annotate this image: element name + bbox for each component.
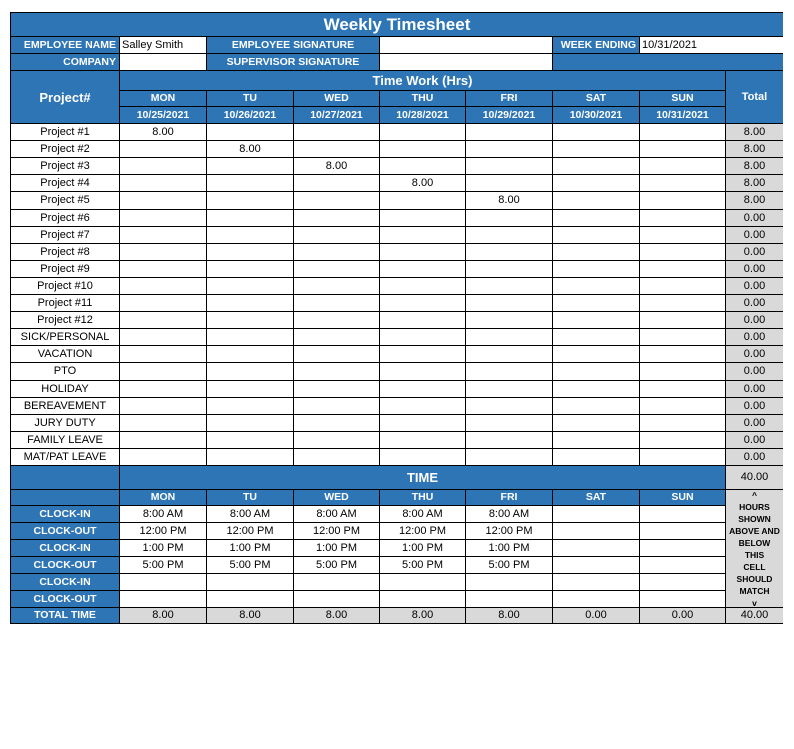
row-total: 0.00: [726, 312, 783, 328]
hours-cell[interactable]: [207, 415, 293, 431]
hours-cell[interactable]: [553, 398, 639, 414]
row-total: 0.00: [726, 398, 783, 414]
hours-cell[interactable]: [640, 363, 725, 380]
hours-cell[interactable]: [466, 329, 552, 345]
clock-time-cell[interactable]: [380, 591, 465, 607]
hours-cell[interactable]: [380, 381, 465, 397]
row-total: 0.00: [726, 210, 783, 226]
hours-cell[interactable]: [553, 158, 639, 174]
row-label: Project #10: [11, 278, 119, 294]
hours-cell[interactable]: [207, 312, 293, 328]
match-note-line: MATCH: [739, 585, 770, 596]
date-header-0: 10/25/2021: [120, 107, 206, 123]
hours-cell[interactable]: [553, 363, 639, 380]
hours-cell[interactable]: [120, 141, 206, 157]
row-label: Project #8: [11, 244, 119, 260]
employee-name-label: EMPLOYEE NAME: [11, 37, 119, 53]
clock-row-label: CLOCK-OUT: [11, 557, 119, 573]
clock-time-cell[interactable]: 12:00 PM: [294, 523, 379, 539]
hours-cell[interactable]: [294, 141, 379, 157]
hours-cell[interactable]: [553, 278, 639, 294]
hours-cell[interactable]: [553, 210, 639, 226]
hours-cell[interactable]: [120, 158, 206, 174]
hours-cell[interactable]: [640, 346, 725, 362]
clock-row-label: CLOCK-IN: [11, 540, 119, 556]
day-header-2: WED: [294, 91, 379, 106]
row-total: 0.00: [726, 415, 783, 431]
hours-cell[interactable]: [294, 261, 379, 277]
hours-cell[interactable]: [294, 398, 379, 414]
hours-cell[interactable]: [640, 158, 725, 174]
hours-cell[interactable]: [640, 210, 725, 226]
clock-row-label: CLOCK-IN: [11, 574, 119, 590]
time-section-header: TIME: [120, 466, 725, 489]
row-total: 0.00: [726, 227, 783, 243]
hours-cell[interactable]: [294, 278, 379, 294]
date-header-2: 10/27/2021: [294, 107, 379, 123]
timesheet: [10, 12, 783, 624]
clock-time-cell[interactable]: [294, 591, 379, 607]
date-header-4: 10/29/2021: [466, 107, 552, 123]
hours-cell[interactable]: [466, 381, 552, 397]
week-ending-field[interactable]: 10/31/2021: [640, 37, 783, 53]
row-label: Project #6: [11, 210, 119, 226]
total-time-grand-total: 40.00: [726, 608, 783, 623]
day-header-1: TU: [207, 91, 293, 106]
hours-cell[interactable]: [553, 415, 639, 431]
supervisor-signature-field[interactable]: [380, 54, 552, 70]
hours-cell[interactable]: [120, 381, 206, 397]
hours-cell[interactable]: [207, 381, 293, 397]
hours-cell[interactable]: [553, 432, 639, 448]
clock-time-cell[interactable]: [640, 523, 725, 539]
clock-time-cell[interactable]: 8:00 AM: [380, 506, 465, 522]
hours-cell[interactable]: [466, 244, 552, 260]
date-header-6: 10/31/2021: [640, 107, 725, 123]
clock-time-cell[interactable]: [553, 557, 639, 573]
day-header-6: SUN: [640, 91, 725, 106]
project-column-header: Project#: [11, 71, 119, 123]
hours-cell[interactable]: [207, 261, 293, 277]
row-label: PTO: [11, 363, 119, 380]
hours-cell[interactable]: [120, 227, 206, 243]
clock-time-cell[interactable]: 5:00 PM: [207, 557, 293, 573]
hours-cell[interactable]: [380, 244, 465, 260]
clock-time-cell[interactable]: 1:00 PM: [466, 540, 552, 556]
hours-cell[interactable]: [120, 346, 206, 362]
clock-time-cell[interactable]: 8:00 AM: [207, 506, 293, 522]
row-total: 8.00: [726, 141, 783, 157]
clock-row-label: CLOCK-IN: [11, 506, 119, 522]
hours-cell[interactable]: [553, 261, 639, 277]
hours-cell[interactable]: [380, 449, 465, 465]
hours-cell[interactable]: [120, 210, 206, 226]
clock-time-cell[interactable]: 5:00 PM: [380, 557, 465, 573]
date-header-5: 10/30/2021: [553, 107, 639, 123]
hours-cell[interactable]: [640, 415, 725, 431]
hours-cell[interactable]: [466, 415, 552, 431]
hours-cell[interactable]: [640, 449, 725, 465]
hours-cell[interactable]: [120, 329, 206, 345]
hours-cell[interactable]: [553, 244, 639, 260]
clock-time-cell[interactable]: [640, 574, 725, 590]
clock-time-cell[interactable]: [640, 557, 725, 573]
hours-cell[interactable]: [120, 432, 206, 448]
hours-cell[interactable]: [207, 363, 293, 380]
hours-cell[interactable]: [380, 278, 465, 294]
hours-cell[interactable]: [120, 449, 206, 465]
company-field[interactable]: [120, 54, 206, 70]
match-note-line: ABOVE AND: [729, 525, 780, 536]
row-label: JURY DUTY: [11, 415, 119, 431]
row-label: Project #3: [11, 158, 119, 174]
clock-time-cell[interactable]: 1:00 PM: [120, 540, 206, 556]
hours-cell[interactable]: [120, 295, 206, 311]
hours-cell[interactable]: [466, 295, 552, 311]
hours-cell[interactable]: [207, 227, 293, 243]
clock-time-cell[interactable]: 1:00 PM: [380, 540, 465, 556]
hours-cell[interactable]: [553, 227, 639, 243]
clock-time-cell[interactable]: 12:00 PM: [120, 523, 206, 539]
hours-cell[interactable]: [294, 244, 379, 260]
time-day-header-6: SUN: [640, 490, 725, 505]
hours-cell[interactable]: [207, 346, 293, 362]
supervisor-signature-label: SUPERVISOR SIGNATURE: [207, 54, 379, 70]
total-time-cell: 8.00: [207, 608, 293, 623]
clock-time-cell[interactable]: 8:00 AM: [120, 506, 206, 522]
clock-time-cell[interactable]: 12:00 PM: [380, 523, 465, 539]
row-total: 0.00: [726, 244, 783, 260]
hours-cell[interactable]: [380, 124, 465, 140]
employee-signature-label: EMPLOYEE SIGNATURE: [207, 37, 379, 53]
hours-cell[interactable]: [466, 346, 552, 362]
clock-time-cell[interactable]: 8:00 AM: [294, 506, 379, 522]
hours-cell[interactable]: [207, 278, 293, 294]
row-total: 8.00: [726, 192, 783, 209]
hours-cell[interactable]: [553, 141, 639, 157]
row-label: Project #1: [11, 124, 119, 140]
clock-time-cell[interactable]: [640, 540, 725, 556]
clock-time-cell[interactable]: [553, 506, 639, 522]
hours-cell[interactable]: [553, 329, 639, 345]
total-column-header: Total: [726, 71, 783, 123]
hours-cell[interactable]: [294, 363, 379, 380]
total-time-cell: 8.00: [466, 608, 552, 623]
hours-cell[interactable]: [380, 312, 465, 328]
hours-cell[interactable]: [640, 381, 725, 397]
total-time-label: TOTAL TIME: [11, 608, 119, 623]
hours-cell[interactable]: [553, 175, 639, 191]
hours-cell[interactable]: 8.00: [380, 175, 465, 191]
hours-cell[interactable]: [380, 158, 465, 174]
row-label: Project #5: [11, 192, 119, 209]
hours-cell[interactable]: [380, 227, 465, 243]
match-note-line: ^: [752, 490, 757, 500]
hours-cell[interactable]: [640, 261, 725, 277]
week-ending-label: WEEK ENDING: [553, 37, 639, 53]
hours-cell[interactable]: [553, 295, 639, 311]
row-label: FAMILY LEAVE: [11, 432, 119, 448]
row-total: 0.00: [726, 295, 783, 311]
hours-cell[interactable]: [640, 244, 725, 260]
hours-cell[interactable]: [294, 415, 379, 431]
hours-cell[interactable]: [640, 312, 725, 328]
hours-cell[interactable]: [466, 227, 552, 243]
hours-cell[interactable]: [380, 346, 465, 362]
hours-cell[interactable]: [640, 295, 725, 311]
match-note: [726, 490, 783, 607]
hours-cell[interactable]: [294, 295, 379, 311]
hours-cell[interactable]: [120, 175, 206, 191]
total-time-cell: 0.00: [553, 608, 639, 623]
row-total: 0.00: [726, 432, 783, 448]
header-filler: [553, 54, 783, 70]
hours-cell[interactable]: [380, 415, 465, 431]
date-header-1: 10/26/2021: [207, 107, 293, 123]
hours-cell[interactable]: [466, 398, 552, 414]
time-work-header: Time Work (Hrs): [120, 71, 725, 90]
hours-cell[interactable]: [553, 124, 639, 140]
hours-cell[interactable]: [466, 363, 552, 380]
hours-cell[interactable]: [466, 278, 552, 294]
clock-time-cell[interactable]: [640, 591, 725, 607]
row-total: 8.00: [726, 158, 783, 174]
hours-cell[interactable]: [466, 124, 552, 140]
hours-cell[interactable]: [553, 192, 639, 209]
time-day-header-2: WED: [294, 490, 379, 505]
hours-cell[interactable]: [466, 432, 552, 448]
total-time-cell: 0.00: [640, 608, 725, 623]
hours-cell[interactable]: [120, 363, 206, 380]
hours-cell[interactable]: [207, 124, 293, 140]
hours-cell[interactable]: [380, 210, 465, 226]
company-label: COMPANY: [11, 54, 119, 70]
hours-cell[interactable]: [380, 363, 465, 380]
hours-cell[interactable]: [294, 312, 379, 328]
hours-cell[interactable]: [294, 210, 379, 226]
clock-time-cell[interactable]: [640, 506, 725, 522]
hours-cell[interactable]: [380, 329, 465, 345]
row-label: BEREAVEMENT: [11, 398, 119, 414]
row-total: 0.00: [726, 261, 783, 277]
hours-cell[interactable]: [640, 398, 725, 414]
hours-cell[interactable]: [553, 449, 639, 465]
hours-cell[interactable]: [466, 449, 552, 465]
row-label: SICK/PERSONAL: [11, 329, 119, 345]
day-header-3: THU: [380, 91, 465, 106]
hours-cell[interactable]: 8.00: [294, 158, 379, 174]
clock-time-cell[interactable]: [294, 574, 379, 590]
clock-time-cell[interactable]: [207, 591, 293, 607]
hours-cell[interactable]: [466, 158, 552, 174]
hours-cell[interactable]: 8.00: [120, 124, 206, 140]
hours-cell[interactable]: [640, 227, 725, 243]
hours-cell[interactable]: [207, 158, 293, 174]
hours-cell[interactable]: [380, 192, 465, 209]
time-day-header-0: MON: [120, 490, 206, 505]
row-total: 0.00: [726, 381, 783, 397]
clock-time-cell[interactable]: [120, 591, 206, 607]
day-header-5: SAT: [553, 91, 639, 106]
hours-cell[interactable]: [294, 192, 379, 209]
hours-cell[interactable]: [466, 261, 552, 277]
row-label: Project #11: [11, 295, 119, 311]
hours-cell[interactable]: [120, 261, 206, 277]
hours-cell[interactable]: [120, 278, 206, 294]
clock-time-cell[interactable]: 5:00 PM: [466, 557, 552, 573]
employee-signature-field[interactable]: [380, 37, 552, 53]
row-label: Project #9: [11, 261, 119, 277]
hours-cell[interactable]: [120, 415, 206, 431]
hours-cell[interactable]: [640, 141, 725, 157]
day-header-0: MON: [120, 91, 206, 106]
hours-cell[interactable]: 8.00: [466, 192, 552, 209]
clock-time-cell[interactable]: [120, 574, 206, 590]
clock-row-label: CLOCK-OUT: [11, 591, 119, 607]
hours-cell[interactable]: [640, 124, 725, 140]
match-note-line: v: [752, 597, 757, 607]
hours-cell[interactable]: [207, 329, 293, 345]
time-label-spacer: [11, 466, 119, 489]
hours-cell[interactable]: [207, 192, 293, 209]
date-header-3: 10/28/2021: [380, 107, 465, 123]
row-label: Project #4: [11, 175, 119, 191]
clock-time-cell[interactable]: [553, 574, 639, 590]
clock-time-cell[interactable]: [553, 540, 639, 556]
clock-time-cell[interactable]: 1:00 PM: [294, 540, 379, 556]
row-total: 8.00: [726, 124, 783, 140]
time-day-header-4: FRI: [466, 490, 552, 505]
total-time-cell: 8.00: [294, 608, 379, 623]
total-time-cell: 8.00: [120, 608, 206, 623]
row-total: 0.00: [726, 363, 783, 380]
row-label: HOLIDAY: [11, 381, 119, 397]
hours-cell[interactable]: [380, 261, 465, 277]
hours-cell[interactable]: [380, 141, 465, 157]
hours-cell[interactable]: [294, 124, 379, 140]
row-total: 0.00: [726, 449, 783, 465]
total-time-cell: 8.00: [380, 608, 465, 623]
clock-time-cell[interactable]: 1:00 PM: [207, 540, 293, 556]
clock-time-cell[interactable]: 12:00 PM: [466, 523, 552, 539]
time-day-spacer: [11, 490, 119, 505]
hours-cell[interactable]: [207, 398, 293, 414]
row-label: MAT/PAT LEAVE: [11, 449, 119, 465]
clock-time-cell[interactable]: 5:00 PM: [120, 557, 206, 573]
clock-time-cell[interactable]: 8:00 AM: [466, 506, 552, 522]
hours-cell[interactable]: [120, 244, 206, 260]
hours-cell[interactable]: [207, 449, 293, 465]
match-note-line: SHOWN: [738, 513, 771, 524]
clock-time-cell[interactable]: [553, 591, 639, 607]
hours-cell[interactable]: [294, 449, 379, 465]
hours-cell[interactable]: [120, 398, 206, 414]
hours-cell[interactable]: [466, 141, 552, 157]
row-label: Project #2: [11, 141, 119, 157]
hours-cell[interactable]: [120, 192, 206, 209]
hours-cell[interactable]: [294, 329, 379, 345]
hours-cell[interactable]: [553, 381, 639, 397]
match-note-line: HOURS: [739, 501, 770, 512]
hours-cell[interactable]: [553, 346, 639, 362]
hours-cell[interactable]: [380, 398, 465, 414]
hours-cell[interactable]: [466, 312, 552, 328]
clock-time-cell[interactable]: 5:00 PM: [294, 557, 379, 573]
row-label: Project #7: [11, 227, 119, 243]
match-note-line: BELOW THIS: [738, 537, 771, 560]
time-day-header-5: SAT: [553, 490, 639, 505]
clock-time-cell[interactable]: [466, 574, 552, 590]
day-header-4: FRI: [466, 91, 552, 106]
match-note-line: CELL SHOULD: [736, 561, 773, 584]
employee-name-field[interactable]: Salley Smith: [120, 37, 206, 53]
hours-cell[interactable]: 8.00: [207, 141, 293, 157]
row-total: 0.00: [726, 278, 783, 294]
clock-row-label: CLOCK-OUT: [11, 523, 119, 539]
row-label: VACATION: [11, 346, 119, 362]
row-total: 8.00: [726, 175, 783, 191]
row-total: 0.00: [726, 329, 783, 345]
hours-cell[interactable]: [294, 381, 379, 397]
hours-cell[interactable]: [640, 329, 725, 345]
row-total: 0.00: [726, 346, 783, 362]
hours-cell[interactable]: [640, 192, 725, 209]
hours-cell[interactable]: [207, 210, 293, 226]
hours-cell[interactable]: [294, 346, 379, 362]
clock-time-cell[interactable]: [380, 574, 465, 590]
hours-cell[interactable]: [207, 295, 293, 311]
clock-time-cell[interactable]: [553, 523, 639, 539]
hours-cell[interactable]: [640, 175, 725, 191]
hours-cell[interactable]: [466, 210, 552, 226]
row-label: Project #12: [11, 312, 119, 328]
hours-cell[interactable]: [553, 312, 639, 328]
hours-cell[interactable]: [380, 432, 465, 448]
hours-cell[interactable]: [294, 175, 379, 191]
clock-time-cell[interactable]: [207, 574, 293, 590]
hours-cell[interactable]: [640, 278, 725, 294]
clock-time-cell[interactable]: [466, 591, 552, 607]
page-title: Weekly Timesheet: [11, 13, 783, 36]
hours-cell[interactable]: [640, 432, 725, 448]
time-day-header-1: TU: [207, 490, 293, 505]
hours-grand-total: 40.00: [726, 466, 783, 489]
hours-cell[interactable]: [380, 295, 465, 311]
hours-cell[interactable]: [466, 175, 552, 191]
time-day-header-3: THU: [380, 490, 465, 505]
hours-cell[interactable]: [207, 175, 293, 191]
hours-cell[interactable]: [207, 244, 293, 260]
clock-time-cell[interactable]: 12:00 PM: [207, 523, 293, 539]
hours-cell[interactable]: [294, 227, 379, 243]
hours-cell[interactable]: [120, 312, 206, 328]
hours-cell[interactable]: [294, 432, 379, 448]
hours-cell[interactable]: [207, 432, 293, 448]
